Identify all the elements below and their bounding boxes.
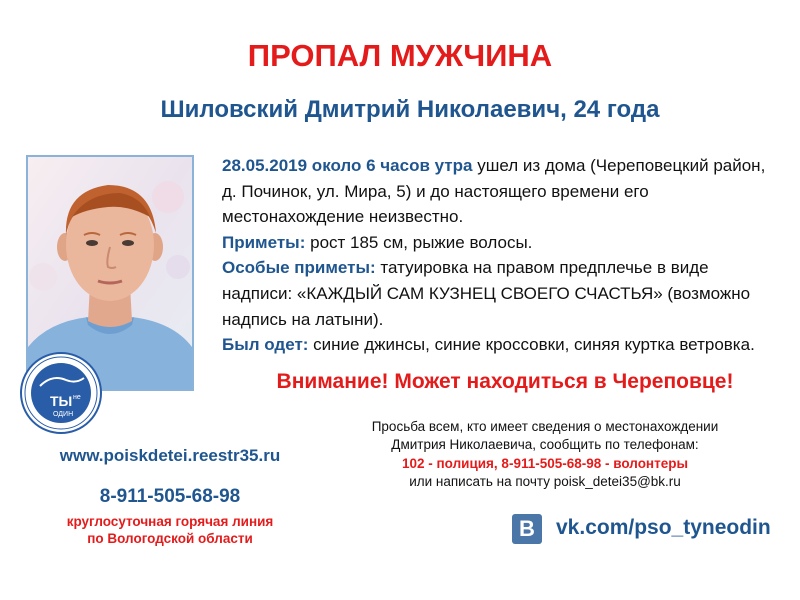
appeal-line: Дмитрия Николаевича, сообщить по телефонам: <box>391 437 699 453</box>
email-line[interactable]: или написать на почту poisk_detei35@bk.ru <box>409 474 681 490</box>
hotline-line: круглосуточная горячая линия <box>66 514 274 529</box>
vk-logo-icon: B <box>512 514 542 544</box>
vk-link[interactable]: vk.com/pso_tyneodin <box>556 516 771 539</box>
special-signs-text: татуировка на правом предплечье в виде надписи: «КАЖДЫЙ САМ КУЗНЕЦ СВОЕГО СЧАСТЬЯ» (возможно надпись на латыни). <box>222 258 751 329</box>
date-time: 28.05.2019 около 6 часов утра <box>222 156 473 175</box>
signs-text: рост 185 см, рыжие волосы. <box>310 232 533 252</box>
appeal-block <box>305 418 785 492</box>
volunteer-emblem-icon <box>20 352 102 434</box>
emblem-small-text: не <box>73 394 81 401</box>
special-signs-label: Особые приметы: <box>222 258 376 278</box>
person-name: Шиловский Дмитрий Николаевич, 24 года <box>160 96 660 123</box>
emblem-main-text: ТЫ <box>50 393 73 409</box>
appeal-line: Просьба всем, кто имеет сведения о местонахождении <box>371 419 719 434</box>
emblem-sub-text: ОДИН <box>53 411 74 418</box>
hotline-phone[interactable]: 8-911-505-68-98 <box>99 486 241 507</box>
attention-notice: Внимание! Может находиться в Череповце! <box>276 370 734 393</box>
hotline-description <box>30 513 310 547</box>
clothes-label: Был одет: <box>222 335 309 355</box>
website-link[interactable]: www.poiskdetei.reestr35.ru <box>59 446 281 465</box>
contact-phones: 102 - полиция, 8-911-505-68-98 - волонтеры <box>402 455 688 471</box>
description-block <box>222 153 782 358</box>
signs-label: Приметы: <box>222 232 306 252</box>
headline: ПРОПАЛ МУЖЧИНА <box>247 38 553 73</box>
clothes-text: синие джинсы, синие кроссовки, синяя куртка ветровка. <box>313 335 755 355</box>
hotline-line: по Вологодской области <box>87 531 253 546</box>
circumstances: ушел из дома (Череповецкий район, д. Починок, ул. Мира, 5) и до настоящего времени его местонахождение неизвестно. <box>222 156 766 227</box>
